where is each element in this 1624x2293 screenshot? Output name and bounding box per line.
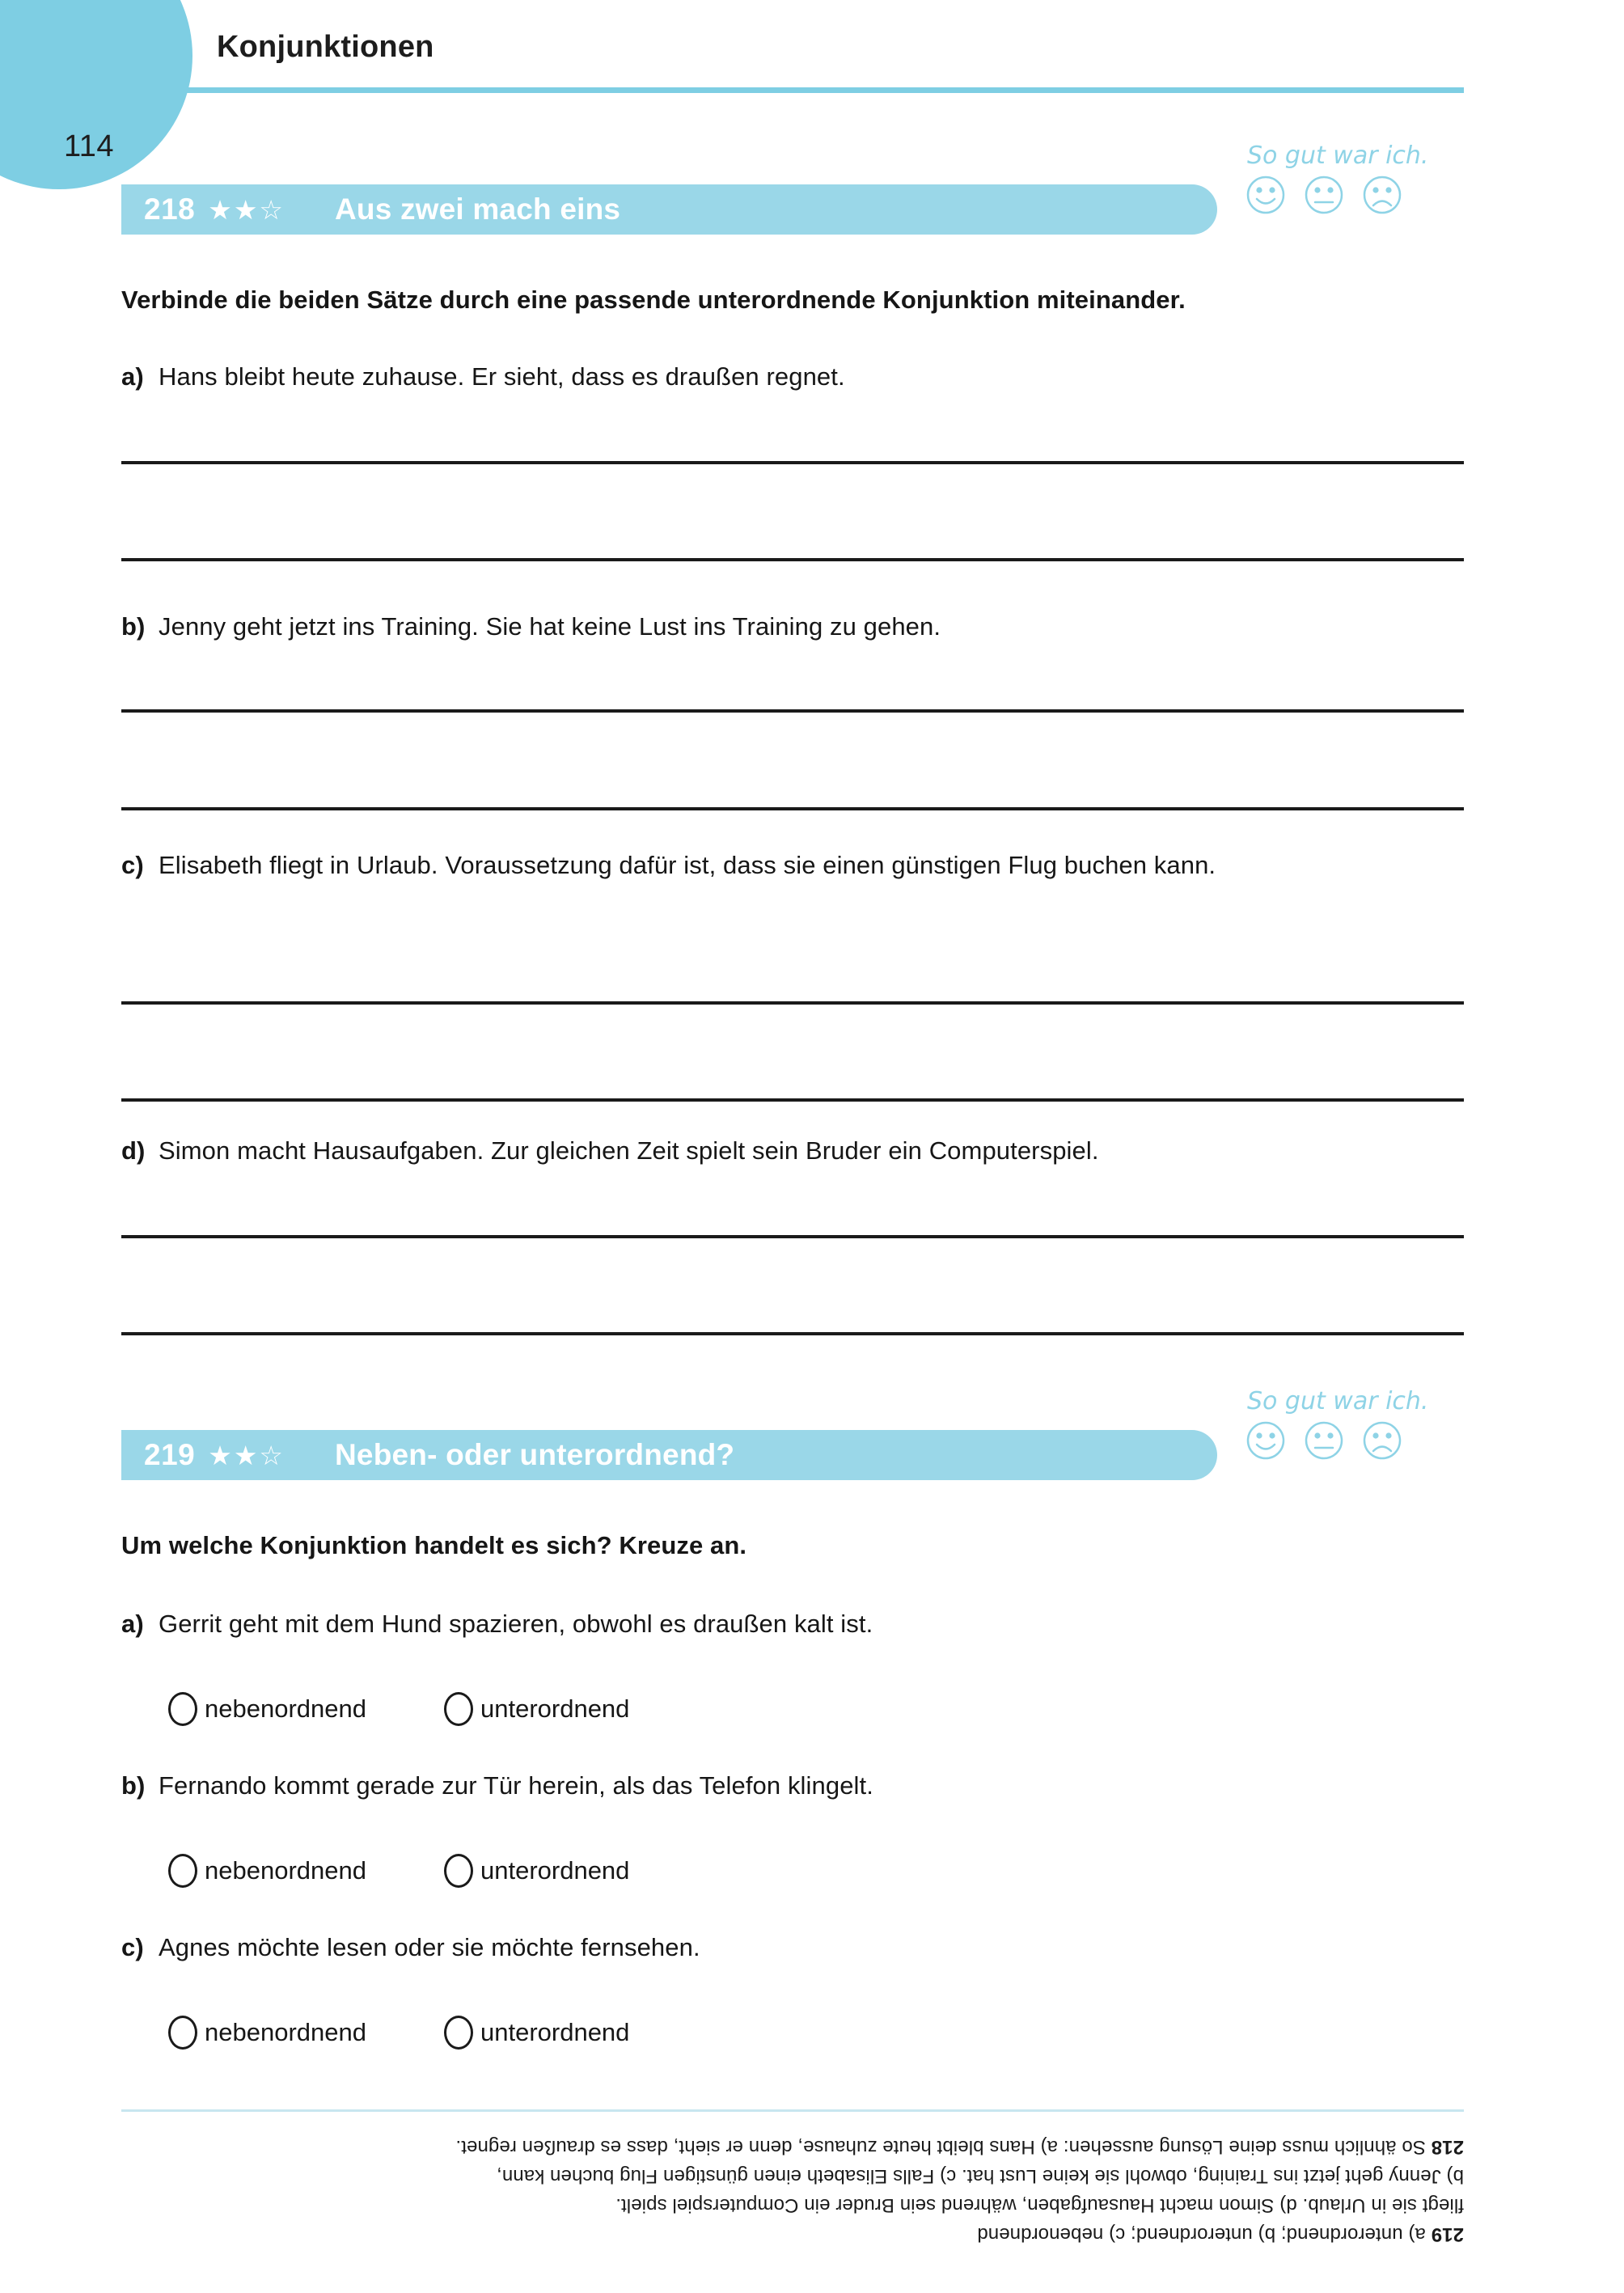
answer-key-exercise-number: 219 bbox=[1431, 2223, 1464, 2245]
radio-circle-icon[interactable] bbox=[168, 1854, 197, 1888]
option-label: unterordnend bbox=[480, 2018, 630, 2046]
smiley-neutral-icon[interactable] bbox=[1304, 1420, 1344, 1461]
smiley-happy-icon[interactable] bbox=[1245, 175, 1286, 215]
answer-key-text: So ähnlich muss deine Lösung aussehen: a) Hans bleibt heute zuhause, denn er sieht, dass es draußen regnet. bbox=[455, 2136, 1432, 2158]
answer-line[interactable] bbox=[121, 1001, 1464, 1005]
answer-key-line-219 bbox=[121, 2219, 1464, 2249]
answer-key-text: a) unterordnend; b) unterordnend; c) nebenordnend bbox=[977, 2223, 1432, 2245]
radio-circle-icon[interactable] bbox=[444, 1854, 473, 1888]
header-divider bbox=[121, 87, 1464, 93]
option-label: nebenordnend bbox=[205, 1856, 366, 1885]
self-assessment-faces bbox=[1237, 175, 1480, 215]
option-row-219-b bbox=[168, 1854, 629, 1888]
option-nebenordnend-b[interactable] bbox=[168, 1854, 366, 1888]
exercise-header-218 bbox=[121, 184, 1217, 235]
item-text: Fernando kommt gerade zur Tür herein, als das Telefon klingelt. bbox=[159, 1771, 873, 1800]
option-label: nebenordnend bbox=[205, 1694, 366, 1723]
item-text: Simon macht Hausaufgaben. Zur gleichen Zeit spielt sein Bruder ein Computerspiel. bbox=[159, 1136, 1099, 1165]
item-text: Jenny geht jetzt ins Training. Sie hat keine Lust ins Training zu gehen. bbox=[159, 612, 941, 641]
exercise-item-219-a bbox=[121, 1610, 1464, 1639]
exercise-title: Aus zwei mach eins bbox=[335, 192, 621, 226]
answer-line[interactable] bbox=[121, 558, 1464, 561]
self-assessment-label: So gut war ich. bbox=[1247, 142, 1429, 170]
option-unterordnend-c[interactable] bbox=[444, 2016, 629, 2050]
smiley-sad-icon[interactable] bbox=[1362, 1420, 1402, 1461]
item-text: Agnes möchte lesen oder sie möchte fernsehen. bbox=[159, 1933, 700, 1961]
exercise-number: 219 bbox=[144, 1438, 196, 1471]
radio-circle-icon[interactable] bbox=[444, 1692, 473, 1726]
option-row-219-c bbox=[168, 2016, 629, 2050]
item-text: Gerrit geht mit dem Hund spazieren, obwohl es draußen kalt ist. bbox=[159, 1610, 873, 1638]
option-label: unterordnend bbox=[480, 1694, 630, 1723]
answer-line[interactable] bbox=[121, 1332, 1464, 1335]
option-nebenordnend-a[interactable] bbox=[168, 1692, 366, 1726]
exercise-item-219-c bbox=[121, 1933, 1464, 1962]
exercise-item-218-b bbox=[121, 612, 1464, 641]
smiley-sad-icon[interactable] bbox=[1362, 175, 1402, 215]
answer-line[interactable] bbox=[121, 1098, 1464, 1102]
option-nebenordnend-c[interactable] bbox=[168, 2016, 366, 2050]
exercise-title: Neben- oder unterordnend? bbox=[335, 1438, 735, 1471]
option-row-219-a bbox=[168, 1692, 629, 1726]
exercise-number: 218 bbox=[144, 192, 196, 226]
item-label: a) bbox=[121, 1610, 144, 1638]
item-label: d) bbox=[121, 1136, 146, 1165]
exercise-header-219 bbox=[121, 1430, 1217, 1480]
radio-circle-icon[interactable] bbox=[168, 1692, 197, 1726]
smiley-happy-icon[interactable] bbox=[1245, 1420, 1286, 1461]
radio-circle-icon[interactable] bbox=[168, 2016, 197, 2050]
answer-key-line-218-a bbox=[121, 2132, 1464, 2161]
exercise-instruction-219: Um welche Konjunktion handelt es sich? Kreuze an. bbox=[121, 1531, 747, 1559]
self-assessment-label: So gut war ich. bbox=[1247, 1387, 1429, 1415]
option-unterordnend-b[interactable] bbox=[444, 1854, 629, 1888]
exercise-item-219-b bbox=[121, 1771, 1464, 1800]
answer-key-divider bbox=[121, 2109, 1464, 2112]
item-text: Hans bleibt heute zuhause. Er sieht, dass es draußen regnet. bbox=[159, 362, 845, 391]
answer-key-line-218-c bbox=[121, 2190, 1464, 2219]
exercise-item-218-c bbox=[121, 851, 1464, 880]
answer-key bbox=[121, 2132, 1464, 2249]
answer-line[interactable] bbox=[121, 709, 1464, 713]
difficulty-stars-icon: ★★☆ bbox=[208, 194, 285, 225]
answer-key-exercise-number: 218 bbox=[1431, 2136, 1464, 2158]
difficulty-stars-icon: ★★☆ bbox=[208, 1440, 285, 1470]
self-assessment-faces bbox=[1237, 1420, 1480, 1461]
answer-key-text: b) Jenny geht jetzt ins Training, obwohl sie keine Lust hat. c) Falls Elisabeth einen günstigen Flug buchen kann, bbox=[496, 2165, 1464, 2187]
item-text: Elisabeth fliegt in Urlaub. Voraussetzung dafür ist, dass sie einen günstigen Flug buchen kann. bbox=[159, 851, 1216, 879]
item-label: b) bbox=[121, 1771, 146, 1800]
smiley-neutral-icon[interactable] bbox=[1304, 175, 1344, 215]
answer-key-text: fliegt sie in Urlaub. d) Simon macht Hausaufgaben, während sein Bruder ein Computerspiel spielt. bbox=[615, 2194, 1464, 2216]
option-label: unterordnend bbox=[480, 1856, 630, 1885]
exercise-item-218-a bbox=[121, 362, 1464, 391]
chapter-title: Konjunktionen bbox=[217, 30, 434, 64]
answer-line[interactable] bbox=[121, 1235, 1464, 1238]
item-label: c) bbox=[121, 851, 144, 879]
self-assessment-219 bbox=[1237, 1387, 1480, 1461]
item-label: a) bbox=[121, 362, 144, 391]
answer-line[interactable] bbox=[121, 807, 1464, 810]
answer-key-line-218-b bbox=[121, 2161, 1464, 2190]
exercise-instruction-218: Verbinde die beiden Sätze durch eine passende unterordnende Konjunktion miteinander. bbox=[121, 286, 1186, 314]
page-number: 114 bbox=[63, 129, 115, 163]
radio-circle-icon[interactable] bbox=[444, 2016, 473, 2050]
item-label: c) bbox=[121, 1933, 144, 1961]
self-assessment-218 bbox=[1237, 142, 1480, 215]
option-label: nebenordnend bbox=[205, 2018, 366, 2046]
answer-line[interactable] bbox=[121, 461, 1464, 464]
item-label: b) bbox=[121, 612, 146, 641]
exercise-item-218-d bbox=[121, 1136, 1464, 1166]
option-unterordnend-a[interactable] bbox=[444, 1692, 629, 1726]
